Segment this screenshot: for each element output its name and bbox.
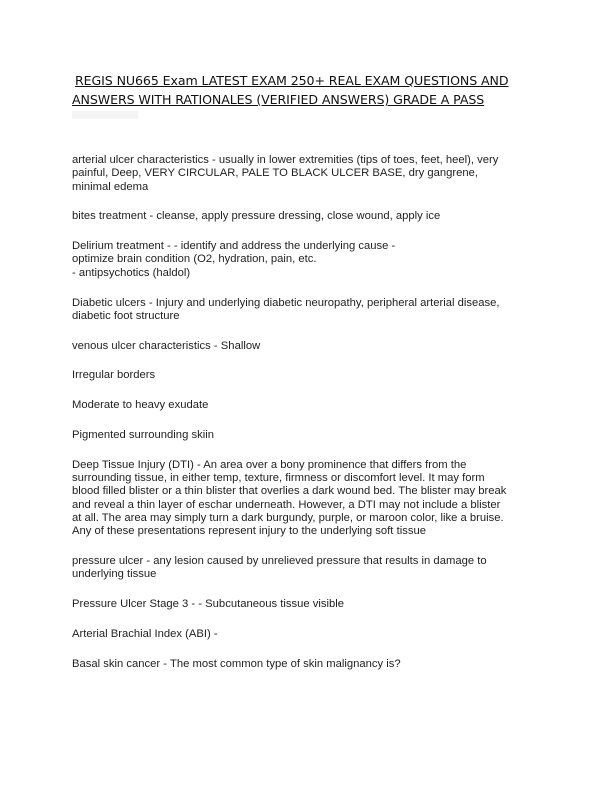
qa-entry-line: blood filled blister or a thin blister that overlies a dark wound bed. The blister may break bbox=[72, 485, 507, 498]
qa-entry bbox=[72, 598, 547, 611]
qa-entry-line: Any of these presentations represent injury to the underlying soft tissue bbox=[72, 525, 426, 538]
blank-placeholder-bar bbox=[72, 111, 138, 119]
qa-entry-line: venous ulcer characteristics - Shallow bbox=[72, 339, 261, 352]
qa-entry-line: surrounding tissue, in either temp, texture, firmness or discomfort level. It may form bbox=[72, 472, 485, 485]
qa-entry bbox=[72, 658, 547, 671]
qa-entry bbox=[72, 340, 547, 353]
qa-entry-line: Pressure Ulcer Stage 3 - - Subcutaneous tissue visible bbox=[72, 598, 345, 611]
title-line-2: ANSWERS WITH RATIONALES (VERIFIED ANSWERS) GRADE A PASS bbox=[72, 92, 485, 107]
qa-entry bbox=[72, 369, 547, 382]
qa-entry bbox=[72, 210, 547, 223]
qa-entry-line: Delirium treatment - - identify and address the underlying cause - bbox=[72, 240, 396, 253]
qa-entry-line: Moderate to heavy exudate bbox=[72, 399, 209, 412]
qa-entry-line: Deep Tissue Injury (DTI) - An area over a bony prominence that differs from the bbox=[72, 458, 467, 471]
qa-entry-line: Basal skin cancer - The most common type of skin malignancy is? bbox=[72, 657, 401, 670]
qa-entry-line: at all. The area may simply turn a dark burgundy, purple, or maroon color, like a bruise. bbox=[72, 512, 504, 525]
qa-entry bbox=[72, 154, 547, 194]
document-title bbox=[72, 71, 542, 109]
qa-entry bbox=[72, 459, 547, 539]
qa-entry-line: arterial ulcer characteristics - usually in lower extremities (tips of toes, feet, heel), very bbox=[72, 154, 499, 166]
qa-entry-line: Diabetic ulcers - Injury and underlying diabetic neuropathy, peripheral arterial disease, bbox=[72, 296, 500, 309]
qa-entry-line: diabetic foot structure bbox=[72, 309, 180, 322]
qa-entry-line: and reveal a thin layer of eschar underneath. However, a DTI may not include a blister bbox=[72, 498, 501, 511]
qa-entry bbox=[72, 555, 547, 582]
qa-entry-line: optimize brain condition (O2, hydration, pain, etc. bbox=[72, 253, 317, 266]
qa-entry-line: minimal edema bbox=[72, 180, 149, 193]
qa-entry-line: underlying tissue bbox=[72, 568, 157, 581]
qa-entry-line: bites treatment - cleanse, apply pressure dressing, close wound, apply ice bbox=[72, 210, 441, 223]
qa-entry-line: pressure ulcer - any lesion caused by unrelieved pressure that results in damage to bbox=[72, 555, 487, 568]
qa-entry bbox=[72, 399, 547, 412]
qa-entry-line: Pigmented surrounding skiin bbox=[72, 429, 214, 442]
qa-entry bbox=[72, 240, 547, 280]
qa-entry-line: Irregular borders bbox=[72, 369, 156, 382]
qa-entry-line: painful, Deep, VERY CIRCULAR, PALE TO BLACK ULCER BASE, dry gangrene, bbox=[72, 167, 479, 180]
qa-entry bbox=[72, 628, 547, 641]
qa-entry bbox=[72, 297, 547, 324]
qa-entry bbox=[72, 429, 547, 442]
title-line-1: REGIS NU665 Exam LATEST EXAM 250+ REAL EXAM QUESTIONS AND bbox=[75, 73, 509, 88]
qa-entry-line: - antipsychotics (haldol) bbox=[72, 266, 191, 279]
question-answer-list bbox=[72, 154, 547, 688]
qa-entry-line: Arterial Brachial Index (ABI) - bbox=[72, 628, 218, 641]
